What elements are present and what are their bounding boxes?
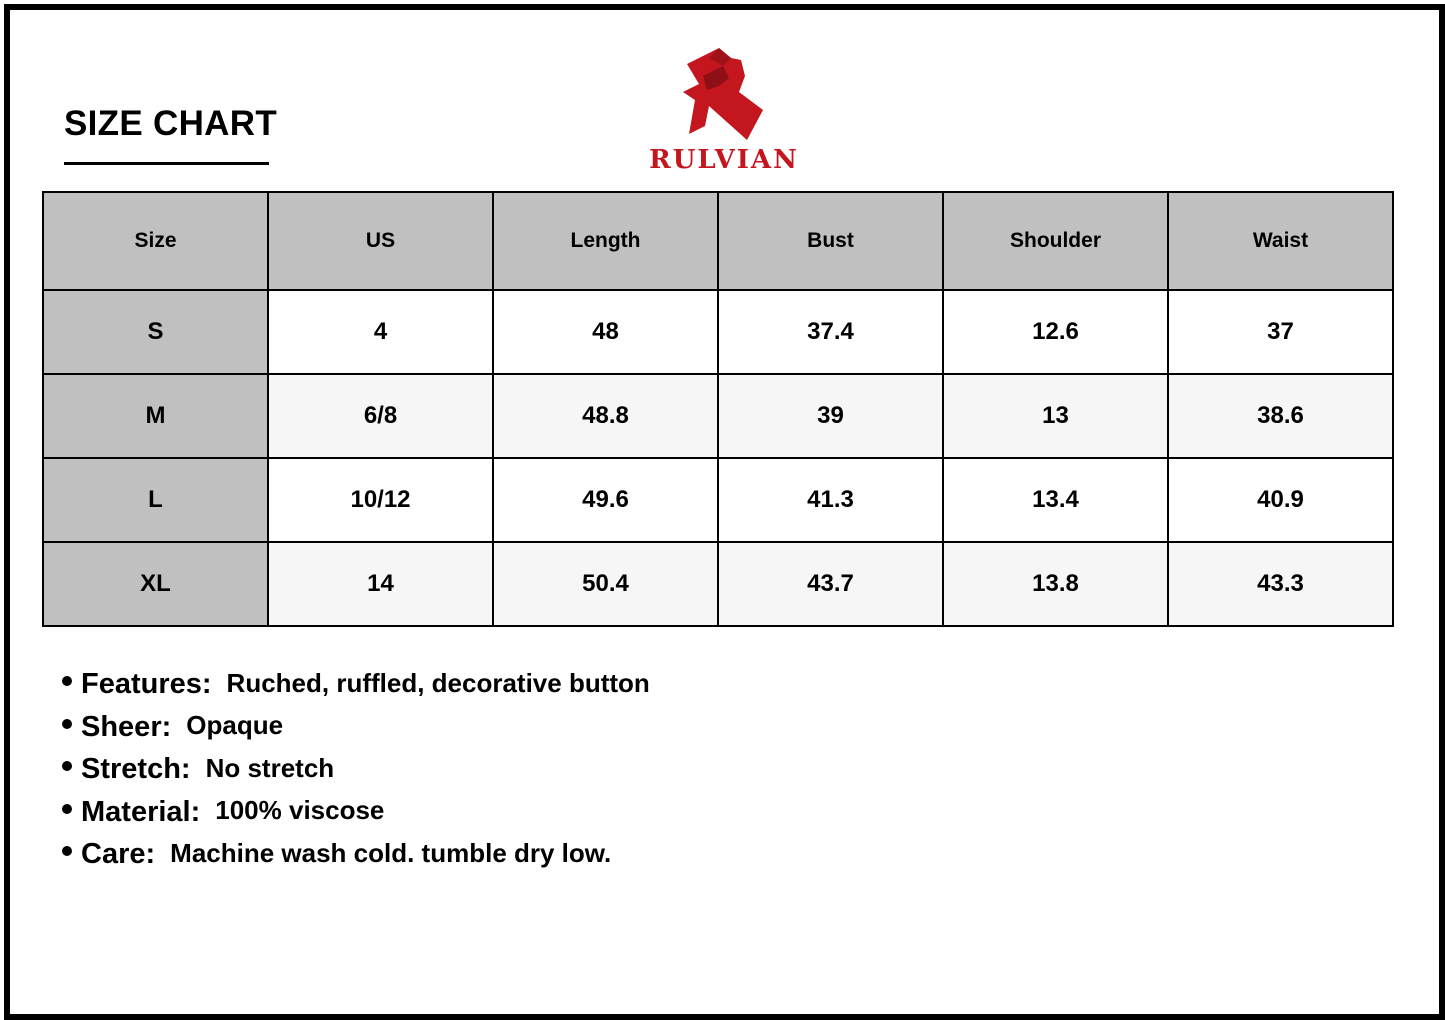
bullet-icon: [62, 719, 72, 729]
spec-label: Stretch:: [81, 753, 191, 786]
spec-care: [62, 832, 650, 875]
column-header-waist: Waist: [1168, 192, 1393, 290]
brand-name: RULVIAN: [649, 145, 799, 175]
table-row: [43, 374, 1393, 458]
spec-material: [62, 790, 650, 833]
r-monogram-icon: [679, 44, 769, 144]
spec-value: Ruched, ruffled, decorative button: [226, 667, 650, 698]
length-cell: 49.6: [493, 458, 718, 542]
page-title: SIZE CHART: [64, 104, 277, 143]
spec-features: [62, 662, 650, 705]
us-cell: 14: [268, 542, 493, 626]
spec-label: Features:: [81, 668, 212, 701]
us-cell: 10/12: [268, 458, 493, 542]
column-header-bust: Bust: [718, 192, 943, 290]
waist-cell: 38.6: [1168, 374, 1393, 458]
table-header-row: [43, 192, 1393, 290]
size-cell: L: [43, 458, 268, 542]
us-cell: 4: [268, 290, 493, 374]
bullet-icon: [62, 804, 72, 814]
bust-cell: 41.3: [718, 458, 943, 542]
size-chart-table: [42, 191, 1394, 627]
waist-cell: 40.9: [1168, 458, 1393, 542]
table-row: [43, 290, 1393, 374]
spec-stretch: [62, 747, 650, 790]
bullet-icon: [62, 846, 72, 856]
brand-logo: [635, 44, 813, 176]
us-cell: 6/8: [268, 374, 493, 458]
waist-cell: 37: [1168, 290, 1393, 374]
table-row: [43, 458, 1393, 542]
spec-sheer: [62, 705, 650, 748]
length-cell: 48: [493, 290, 718, 374]
bust-cell: 39: [718, 374, 943, 458]
spec-value: Machine wash cold. tumble dry low.: [170, 837, 612, 868]
shoulder-cell: 13.8: [943, 542, 1168, 626]
column-header-length: Length: [493, 192, 718, 290]
column-header-us: US: [268, 192, 493, 290]
spec-label: Sheer:: [81, 710, 172, 743]
shoulder-cell: 13: [943, 374, 1168, 458]
bust-cell: 37.4: [718, 290, 943, 374]
spec-value: 100% viscose: [215, 795, 385, 826]
spec-value: Opaque: [186, 710, 284, 741]
length-cell: 50.4: [493, 542, 718, 626]
bullet-icon: [62, 676, 72, 686]
size-cell: S: [43, 290, 268, 374]
column-header-size: Size: [43, 192, 268, 290]
title-underline: [64, 162, 269, 165]
product-specs-list: [62, 662, 650, 875]
bullet-icon: [62, 761, 72, 771]
size-cell: XL: [43, 542, 268, 626]
spec-label: Material:: [81, 795, 201, 828]
waist-cell: 43.3: [1168, 542, 1393, 626]
shoulder-cell: 12.6: [943, 290, 1168, 374]
table-row: [43, 542, 1393, 626]
column-header-shoulder: Shoulder: [943, 192, 1168, 290]
spec-label: Care:: [81, 838, 156, 871]
shoulder-cell: 13.4: [943, 458, 1168, 542]
spec-value: No stretch: [205, 752, 335, 783]
bust-cell: 43.7: [718, 542, 943, 626]
length-cell: 48.8: [493, 374, 718, 458]
size-cell: M: [43, 374, 268, 458]
